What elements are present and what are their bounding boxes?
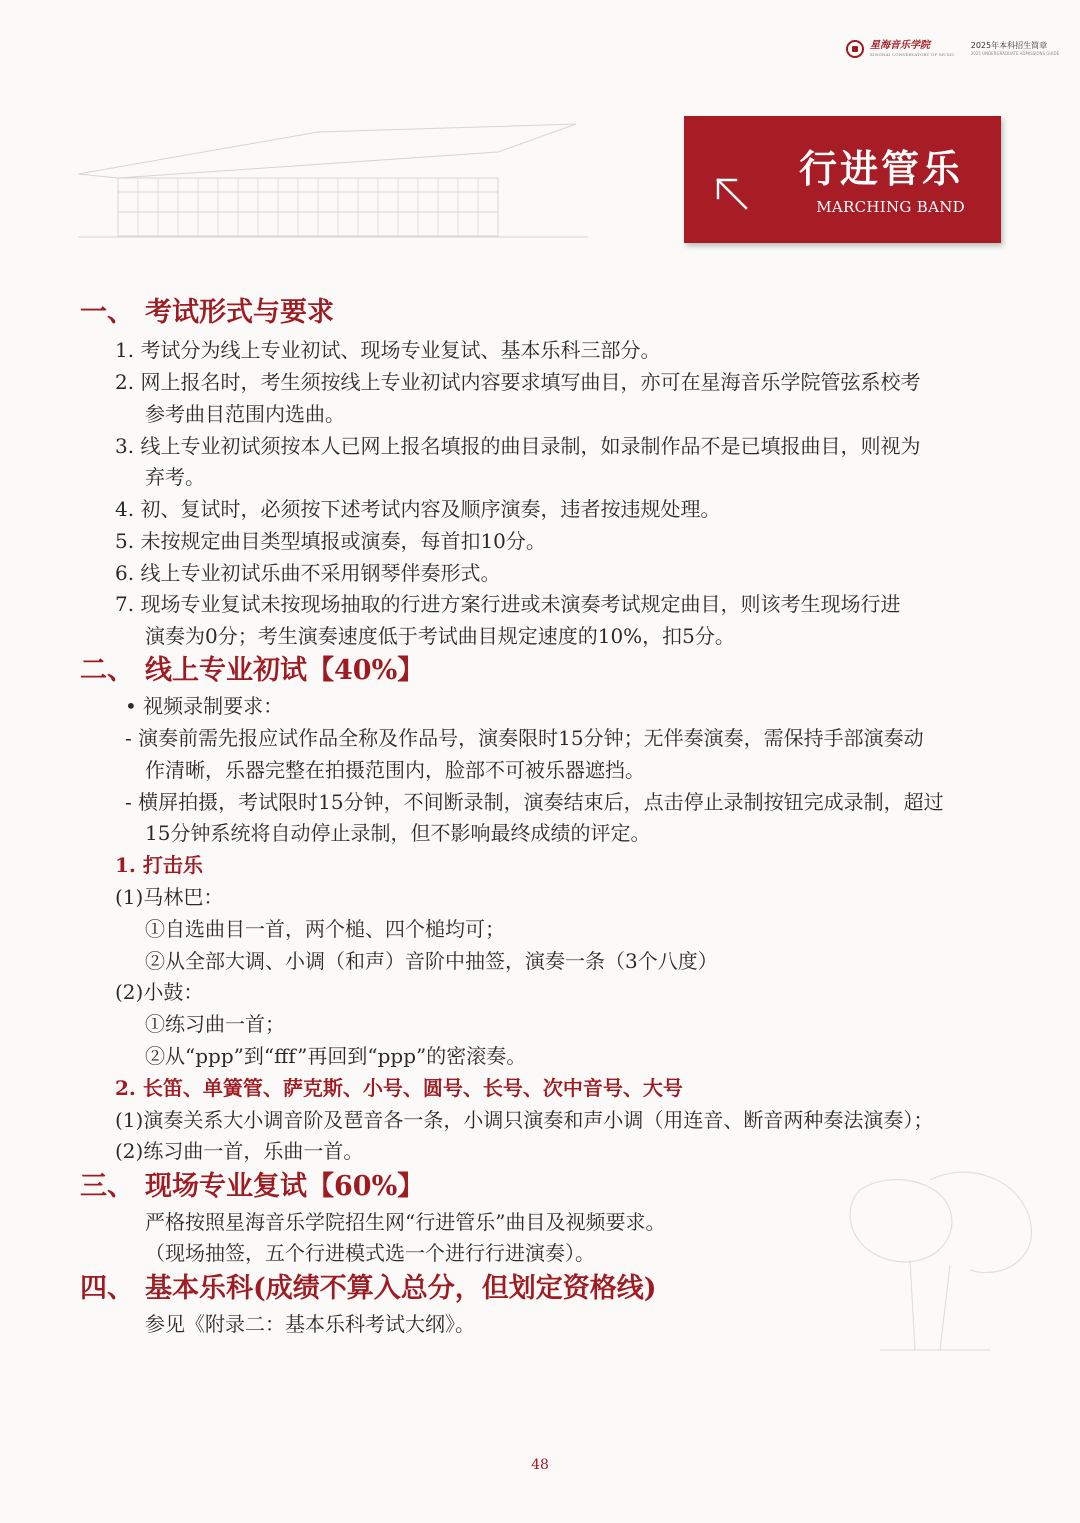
paragraph-line: 参见《附录二：基本乐科考试大纲》。: [145, 1312, 475, 1336]
list-item: 7. 现场专业复试未按现场抽取的行进方案行进或未演奏考试规定曲目，则该考生现场行进: [115, 592, 901, 616]
list-item: (1)演奏关系大小调音阶及琶音各一条，小调只演奏和声小调（用连音、断音两种奏法演奏）；: [115, 1108, 934, 1132]
section-heading-4: [80, 1271, 657, 1307]
section-number: 三、: [80, 1171, 134, 1202]
list-item: 4. 初、复试时，必须按下述考试内容及顺序演奏，违者按违规处理。: [115, 497, 721, 521]
building-sketch-illustration: [78, 112, 588, 247]
list-item: 5. 未按规定曲目类型填报或演奏，每首扣10分。: [115, 529, 546, 553]
dash-item-continuation: 作清晰，乐器完整在拍摄范围内，脸部不可被乐器遮挡。: [145, 758, 645, 782]
guide-title-block: [971, 42, 1059, 56]
paragraph-line: 严格按照星海音乐学院招生网“行进管乐”曲目及视频要求。: [145, 1210, 666, 1234]
school-name: 星海音乐学院: [870, 40, 930, 51]
section-heading-2: [80, 653, 424, 689]
title-chinese: 行进管乐: [798, 146, 963, 191]
list-item: 1. 考试分为线上专业初试、现场专业复试、基本乐科三部分。: [115, 338, 661, 362]
page-number: 48: [531, 1457, 549, 1473]
school-name-block: [870, 41, 955, 57]
subheading-percussion: 1. 打击乐: [115, 853, 203, 877]
list-item: 6. 线上专业初试乐曲不采用钢琴伴奏形式。: [115, 561, 501, 585]
list-item: (1)马林巴：: [115, 885, 224, 909]
dash-item: - 演奏前需先报应试作品全称及作品号，演奏限时15分钟；无伴奏演奏，需保持手部演奏动: [125, 726, 924, 750]
list-item-continuation: 参考曲目范围内选曲。: [145, 402, 345, 426]
bullet-item: • 视频录制要求：: [125, 694, 284, 718]
section-number: 二、: [80, 655, 134, 686]
section-title: 考试形式与要求: [145, 297, 334, 328]
list-item: 3. 线上专业初试须按本人已网上报名填报的曲目录制，如录制作品不是已填报曲目，则视为: [115, 434, 921, 458]
list-item: ②从“ppp”到“fff”再回到“ppp”的密滚奏。: [145, 1044, 527, 1068]
section-title-box: [684, 116, 1001, 243]
header-logo: [846, 40, 1059, 58]
arrow-up-left-icon: [714, 176, 750, 212]
list-item: ①自选曲目一首，两个槌、四个槌均可；: [145, 917, 505, 941]
tree-sketch-illustration: [820, 1150, 1060, 1380]
guide-title: 2025年本科招生简章: [970, 41, 1048, 50]
section-title: 基本乐科(成绩不算入总分，但划定资格线): [145, 1273, 657, 1304]
section-heading-3: [80, 1169, 424, 1205]
school-name-en: XINGHAI CONSERVATORY OF MUSIC: [870, 52, 955, 57]
list-item-continuation: 弃考。: [145, 465, 205, 489]
section-number: 一、: [80, 297, 134, 328]
list-item: ①练习曲一首；: [145, 1012, 285, 1036]
section-heading-1: [80, 295, 334, 331]
list-item: (2)小鼓：: [115, 980, 204, 1004]
dash-item-continuation: 15分钟系统将自动停止录制，但不影响最终成绩的评定。: [145, 821, 651, 845]
list-item: ②从全部大调、小调（和声）音阶中抽签，演奏一条（3个八度）: [145, 949, 718, 973]
title-english: MARCHING BAND: [816, 198, 965, 216]
section-number: 四、: [80, 1273, 134, 1304]
list-item-continuation: 演奏为0分；考生演奏速度低于考试曲目规定速度的10%，扣5分。: [145, 624, 735, 648]
section-title: 现场专业复试【60%】: [145, 1171, 425, 1202]
list-item: (2)练习曲一首，乐曲一首。: [115, 1139, 364, 1163]
guide-title-en: 2025 UNDERGRADUATE ADMISSIONS GUIDE: [970, 51, 1060, 56]
list-item: 2. 网上报名时，考生须按线上专业初试内容要求填写曲目，亦可在星海音乐学院管弦系校考: [115, 370, 921, 394]
paragraph-line: （现场抽签，五个行进模式选一个进行行进演奏）。: [145, 1241, 595, 1265]
section-title: 线上专业初试【40%】: [145, 655, 425, 686]
dash-item: - 横屏拍摄，考试限时15分钟，不间断录制，演奏结束后，点击停止录制按钮完成录制，超过: [125, 790, 944, 814]
subheading-winds: 2. 长笛、单簧管、萨克斯、小号、圆号、长号、次中音号、大号: [115, 1076, 683, 1100]
school-seal-icon: [846, 40, 864, 58]
